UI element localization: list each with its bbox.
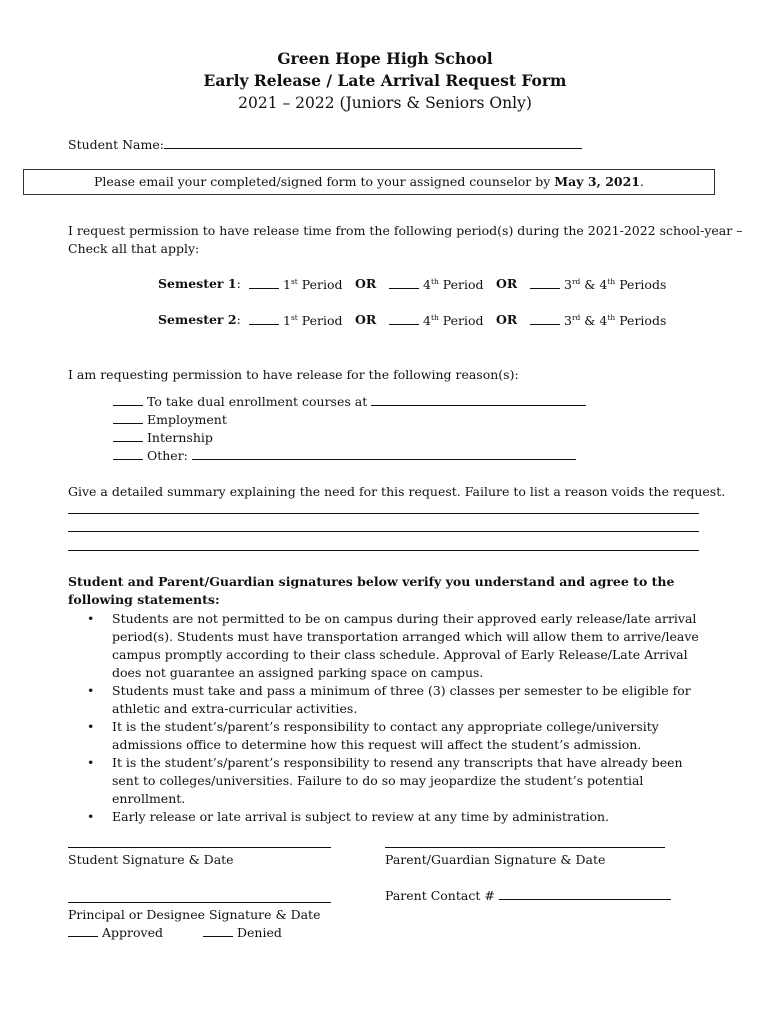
sem1-period4-blank[interactable]	[389, 276, 419, 289]
principal-signature-label: Principal or Designee Signature & Date	[68, 907, 321, 922]
request-line-2: Check all that apply:	[68, 241, 200, 256]
sem2-or-1: OR	[355, 312, 377, 327]
school-name: Green Hope High School	[277, 49, 493, 68]
parent-contact-label: Parent Contact #	[385, 888, 495, 903]
reason-other[interactable]: Other:	[113, 447, 576, 465]
summary-line-2[interactable]	[68, 531, 699, 532]
parent-signature-line[interactable]	[385, 847, 665, 848]
reason-dual-enrollment[interactable]: To take dual enrollment courses at	[113, 393, 586, 411]
approved-blank[interactable]	[68, 924, 98, 937]
semester-2-row	[0, 312, 770, 330]
denied-option[interactable]: Denied	[203, 924, 282, 942]
statement-review: • Early release or late arrival is subject to review at any time by administration.	[68, 808, 708, 826]
reason-dual-enrollment-blank[interactable]	[113, 393, 143, 406]
statements-list	[68, 610, 708, 826]
semester-1-row	[0, 276, 770, 294]
reason-internship[interactable]: Internship	[113, 429, 213, 447]
sem1-or-1: OR	[355, 276, 377, 291]
reason-employment[interactable]: Employment	[113, 411, 227, 429]
statement-campus: • Students are not permitted to be on campus during their approved early release/late arrival period(s). Students must have transportation arranged which will allow them to arrive/leave campus promptly according to their class schedule. Approval of Early Release/Late Arrival does not guarantee an assigned parking space on campus.	[68, 610, 708, 682]
sem1-period1-option[interactable]: 1st Period	[249, 276, 343, 292]
notice-suffix: .	[640, 174, 644, 189]
statement-admissions: • It is the student’s/parent’s responsibility to contact any appropriate college/university admissions office to determine how this request will affect the student’s admission.	[68, 718, 708, 754]
sem2-period4-blank[interactable]	[389, 312, 419, 325]
student-name-row	[68, 136, 582, 154]
student-name-field[interactable]	[164, 136, 582, 149]
sem2-period1-blank[interactable]	[249, 312, 279, 325]
sem2-or-2: OR	[496, 312, 518, 327]
student-signature-line[interactable]	[68, 847, 331, 848]
student-name-label: Student Name:	[68, 137, 164, 152]
form-title: Early Release / Late Arrival Request Form	[203, 71, 567, 90]
sem2-period4-option[interactable]: 4th Period	[389, 312, 484, 328]
sem2-period34-blank[interactable]	[530, 312, 560, 325]
sem1-period34-blank[interactable]	[530, 276, 560, 289]
semester-1-label: Semester 1:	[158, 276, 241, 291]
notice-deadline: May 3, 2021	[554, 174, 641, 189]
notice-prefix: Please email your completed/signed form to your assigned counselor by	[93, 174, 555, 189]
summary-line-1[interactable]	[68, 513, 699, 514]
summary-line-3[interactable]	[68, 550, 699, 551]
summary-label: Give a detailed summary explaining the need for this request. Failure to list a reason voids the request.	[68, 484, 726, 499]
sem1-period34-option[interactable]: 3rd & 4th Periods	[530, 276, 666, 292]
email-notice-box	[23, 169, 715, 195]
sem2-period1-option[interactable]: 1st Period	[249, 312, 343, 328]
sem1-or-2: OR	[496, 276, 518, 291]
reason-other-field[interactable]	[192, 447, 576, 460]
semester-2-label: Semester 2:	[158, 312, 241, 327]
dual-enrollment-school-field[interactable]	[371, 393, 586, 406]
year-line: 2021 – 2022 (Juniors & Seniors Only)	[238, 94, 532, 112]
statement-minimum-classes: • Students must take and pass a minimum of three (3) classes per semester to be eligible for athletic and extra-curricular activities.	[68, 682, 708, 718]
parent-signature-label: Parent/Guardian Signature & Date	[385, 852, 606, 867]
parent-contact-field[interactable]	[499, 887, 671, 900]
statement-transcripts: • It is the student’s/parent’s responsibility to resend any transcripts that have already been sent to colleges/universities. Failure to do so may jeopardize the student’s potential enrollment.	[68, 754, 708, 808]
student-signature-label: Student Signature & Date	[68, 852, 234, 867]
sem1-period4-option[interactable]: 4th Period	[389, 276, 484, 292]
reason-employment-blank[interactable]	[113, 411, 143, 424]
statements-heading: Student and Parent/Guardian signatures below verify you understand and agree to the following statements:	[68, 574, 675, 607]
denied-blank[interactable]	[203, 924, 233, 937]
reason-internship-blank[interactable]	[113, 429, 143, 442]
request-line-1: I request permission to have release time from the following period(s) during the 2021-2022 school-year –	[68, 223, 743, 238]
sem2-period34-option[interactable]: 3rd & 4th Periods	[530, 312, 666, 328]
reason-other-blank[interactable]	[113, 447, 143, 460]
principal-signature-line[interactable]	[68, 902, 331, 903]
parent-contact-row	[385, 887, 671, 905]
reasons-intro: I am requesting permission to have release for the following reason(s):	[68, 367, 519, 382]
approved-option[interactable]: Approved	[68, 924, 163, 942]
sem1-period1-blank[interactable]	[249, 276, 279, 289]
